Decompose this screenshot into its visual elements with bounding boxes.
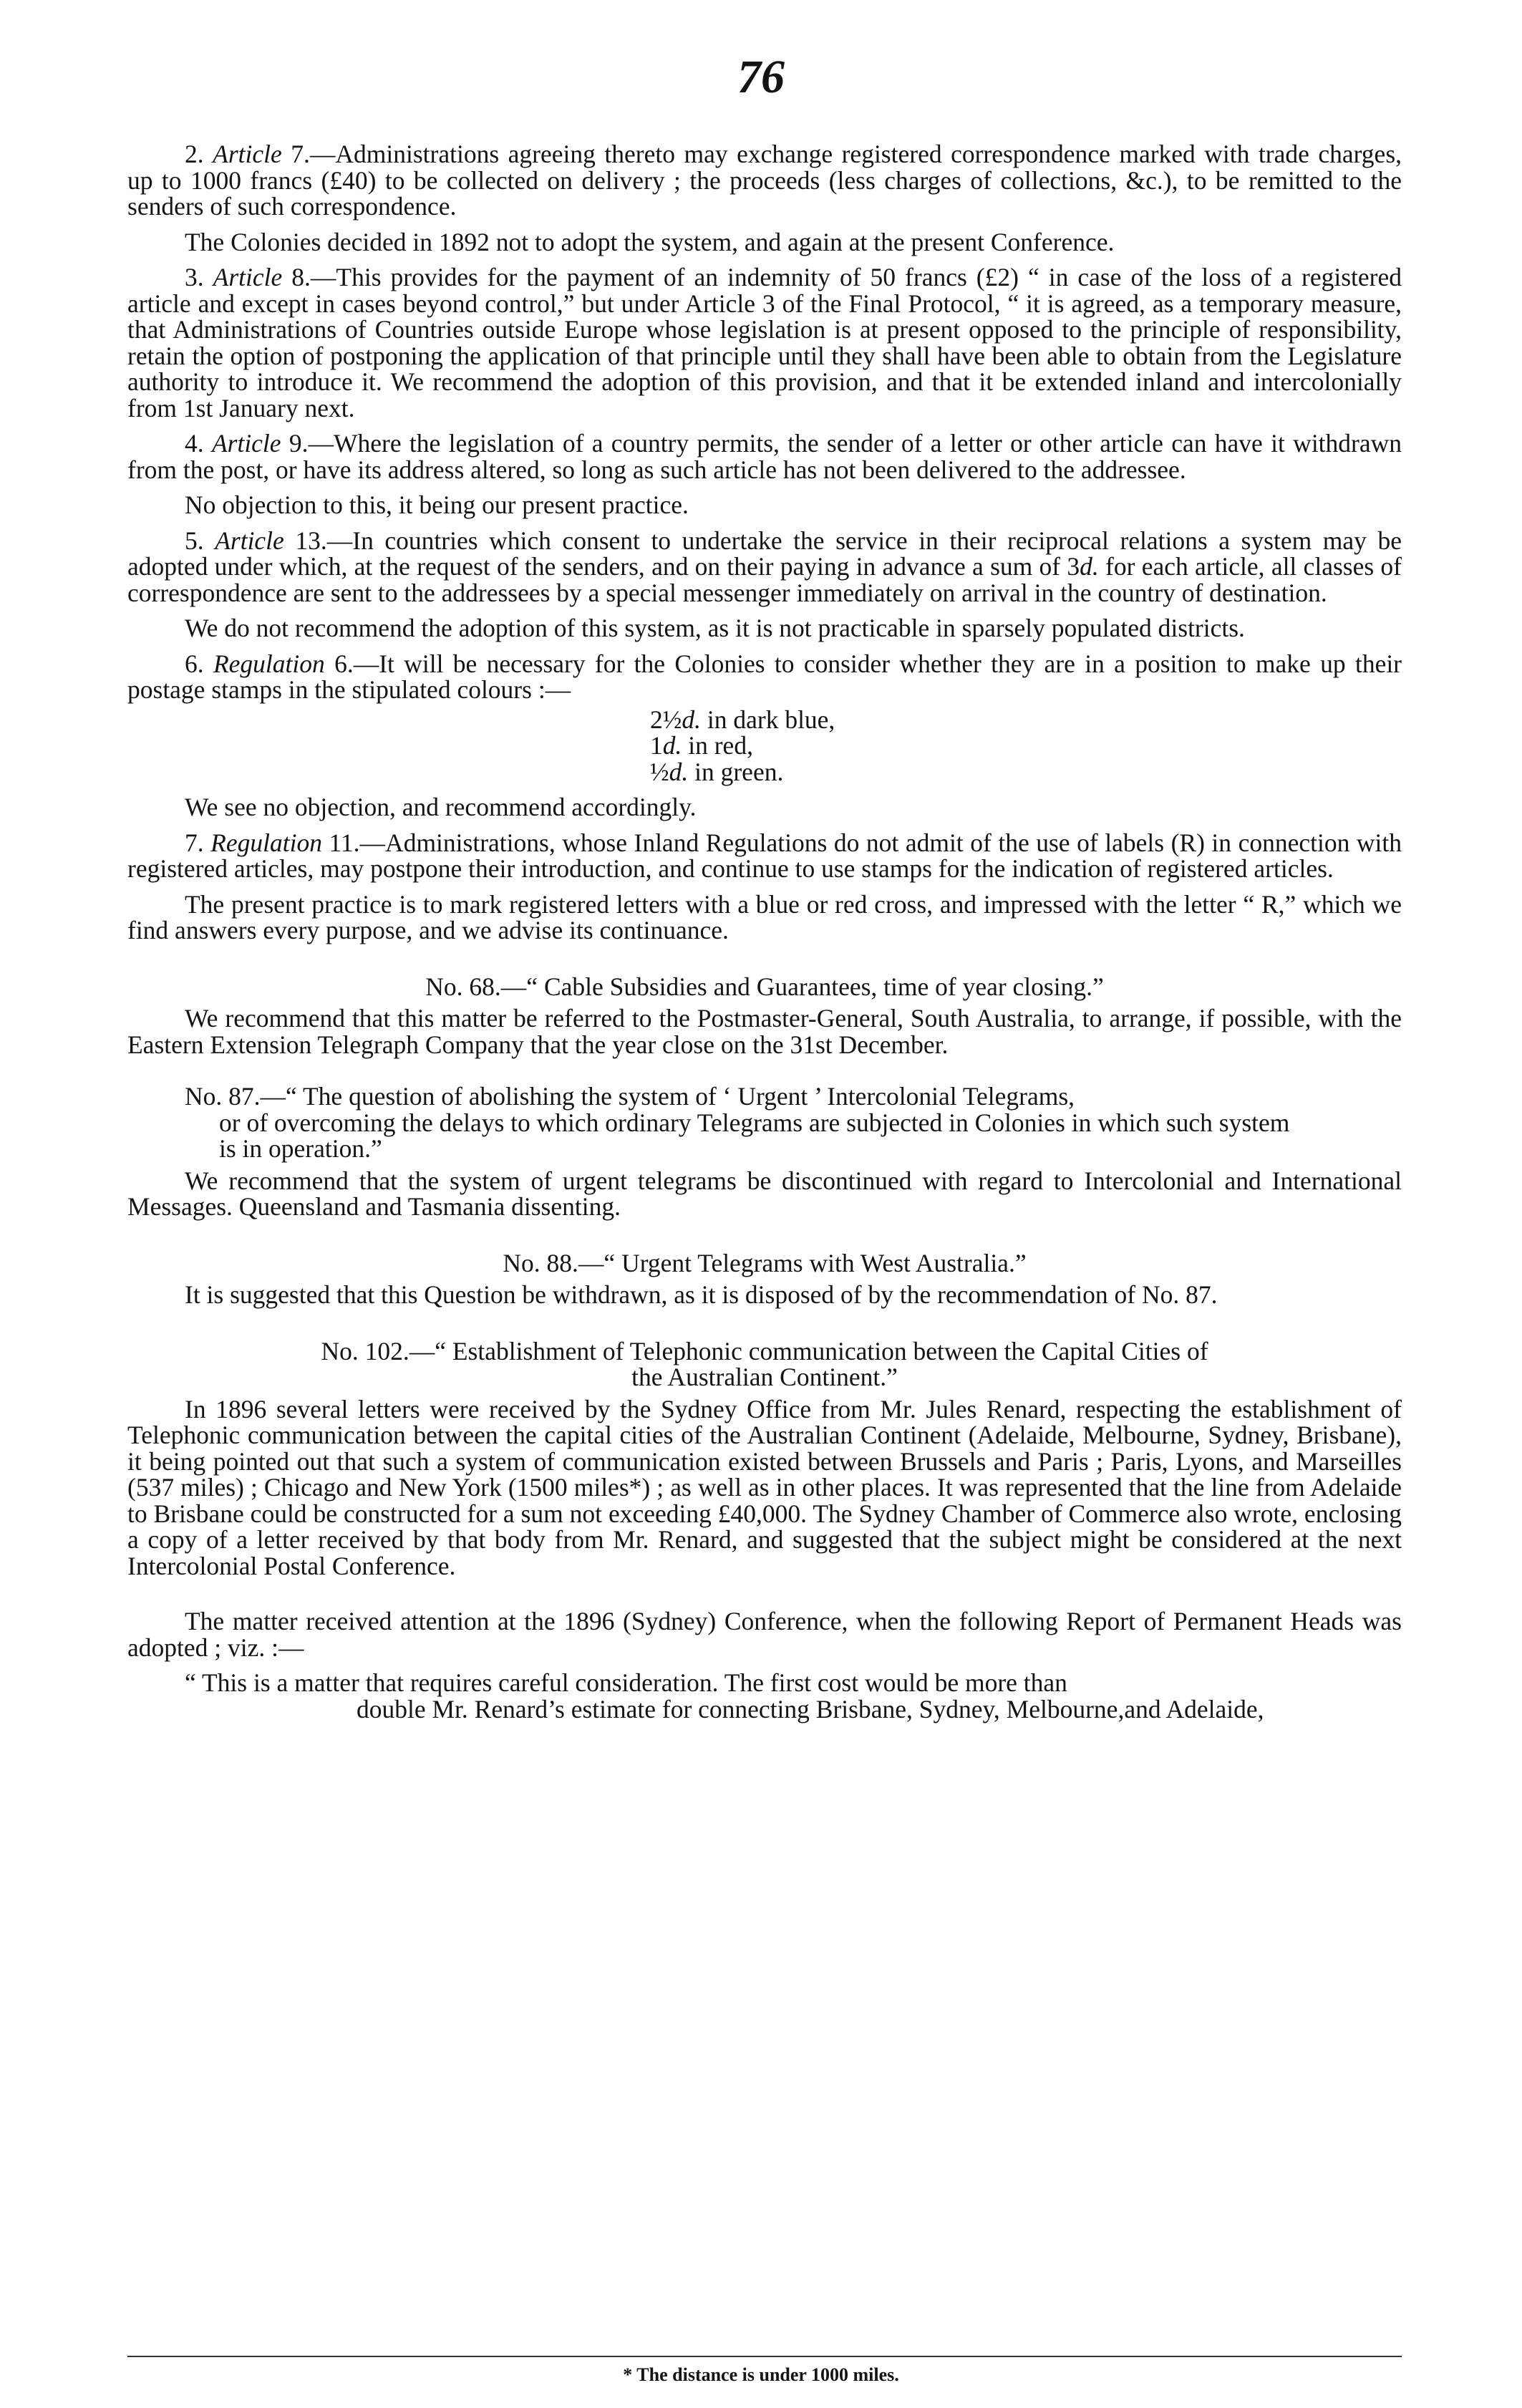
- article-label: Article: [211, 429, 281, 458]
- paragraph-text: 6.—It will be necessary for the Colonies to consider whether they are in a position to make up their postage stamps in the stipulated colours :—: [127, 649, 1402, 704]
- regulation-label: Regulation: [210, 828, 322, 857]
- heading-no-68: No. 68.—“ Cable Subsidies and Guarantees, time of year closing.”: [425, 972, 1104, 1001]
- stamp-colour-list: [127, 707, 1402, 785]
- paragraph-text: 9.—Where the legislation of a country permits, the sender of a letter or other article can have it withdrawn from the post, or have its address altered, so long as such article has not been delivered to the addressee.: [127, 429, 1402, 484]
- stamp-colour-item: [650, 707, 1402, 733]
- heading-line: or of overcoming the delays to which ordinary Telegrams are subjected in Colonies in which such system is in operation.”: [219, 1108, 1290, 1163]
- stamp-colour: in green.: [688, 757, 784, 786]
- stamp-amount: 1: [650, 731, 663, 760]
- pence-unit: d.: [662, 731, 682, 760]
- paragraph-not-recommend: We do not recommend the adoption of this system, as it is not practicable in sparsely populated districts.: [185, 614, 1245, 642]
- item-number: 6.: [185, 649, 204, 678]
- paragraph-no-88: It is suggested that this Question be withdrawn, as it is disposed of by the recommendation of No. 87.: [185, 1280, 1218, 1309]
- footnote: * The distance is under 1000 miles.: [623, 2364, 899, 2385]
- paragraph-text: 13.—In countries which consent to undertake the service in their reciprocal relations a system may be adopted under which, at the request of the senders, and on their paying in advance a sum of 3: [127, 526, 1402, 581]
- heading-no-87: [127, 1083, 1402, 1162]
- item-number: 3.: [185, 263, 204, 291]
- regulation-label: Regulation: [213, 649, 325, 678]
- paragraph-no-102: In 1896 several letters were received by the Sydney Office from Mr. Jules Renard, respecting the establishment of Telephonic communication between the capital cities of the Australian Continent (Adelaide, Melbourne, Sydney, Brisbane), it being pointed out that such a system of communication existed between Brussels and Paris ; Paris, Lyons, and Marseilles (537 miles) ; Chicago and New York (1500 miles*) ; as well as in other places. It was represented that the line from Adelaide to Brisbane could be constructed for a sum not exceeding £40,000. The Sydney Chamber of Commerce also wrote, enclosing a copy of a letter received by that body from Mr. Renard, and suggested that the subject might be considered at the next Intercolonial Postal Conference.: [127, 1394, 1402, 1580]
- paragraph-text: for each article, all classes of correspondence are sent to the addressees by a special messenger immediately on arrival in the country of destination.: [127, 552, 1402, 607]
- pence-unit: d.: [1080, 552, 1099, 581]
- item-number: 2.: [185, 140, 204, 168]
- paragraph-article-9: [127, 430, 1402, 483]
- stamp-colour-item: [650, 759, 1402, 785]
- paragraph-regulation-11: [127, 830, 1402, 882]
- paragraph-no-87: We recommend that the system of urgent telegrams be discontinued with regard to Intercolonial and International Messages. Queensland and Tasmania dissenting.: [127, 1166, 1402, 1221]
- heading-line: No. 87.—“ The question of abolishing the system of ‘ Urgent ’ Intercolonial Telegrams,: [185, 1082, 1075, 1111]
- stamp-amount: ½: [650, 757, 669, 786]
- spacer: [127, 1588, 1402, 1608]
- pence-unit: d.: [669, 757, 689, 786]
- paragraph-article-13: [127, 528, 1402, 606]
- article-label: Article: [213, 263, 283, 291]
- pence-unit: d.: [682, 705, 701, 734]
- stamp-colour: in dark blue,: [701, 705, 835, 734]
- paragraph-text: 8.—This provides for the payment of an indemnity of 50 francs (£2) “ in case of the loss of a registered article and except in cases beyond control,” but under Article 3 of the Final Protocol, “ it is agreed, as a temporary measure, that Administrations of Countries outside Europe whose legislation is at present opposed to the principle of responsibility, retain the option of postponing the application of that principle until they shall have been able to obtain from the Legislature authority to introduce it. We recommend the adoption of this provision, and that it be extended inland and intercolonially from 1st January next.: [127, 263, 1402, 422]
- paragraph-article-7: [127, 141, 1402, 220]
- paragraph-article-8: [127, 264, 1402, 421]
- stamp-colour-item: [650, 732, 1402, 759]
- paragraph-text: 7.—Administrations agreeing thereto may exchange registered correspondence marked with trade charges, up to 1000 francs (£40) to be collected on delivery ; the proceeds (less charges of collections, &c.), to be remitted to the senders of such correspondence.: [127, 140, 1402, 221]
- paragraph-no-objection: No objection to this, it being our present practice.: [185, 490, 689, 519]
- heading-line: the Australian Continent.”: [631, 1363, 898, 1391]
- heading-no-102: [127, 1338, 1402, 1391]
- body-text: [127, 141, 1402, 1722]
- item-number: 5.: [185, 526, 204, 555]
- item-number: 4.: [185, 429, 204, 458]
- page-number: 76: [737, 51, 785, 103]
- item-number: 7.: [185, 828, 204, 857]
- stamp-amount: 2½: [650, 705, 682, 734]
- article-label: Article: [215, 526, 284, 555]
- stamp-colour: in red,: [682, 731, 753, 760]
- heading-no-88: No. 88.—“ Urgent Telegrams with West Australia.”: [503, 1248, 1027, 1277]
- quote-line: “ This is a matter that requires careful consideration. The first cost would be more than: [185, 1668, 1067, 1697]
- quote-line: double Mr. Renard’s estimate for connecting Brisbane, Sydney, Melbourne,and Adelaide,: [357, 1694, 1264, 1723]
- paragraph-text: 11.—Administrations, whose Inland Regulations do not admit of the use of labels (R) in connection with registered articles, may postpone their introduction, and continue to use stamps for the indication of registered articles.: [127, 828, 1402, 883]
- heading-line: No. 102.—“ Establishment of Telephonic communication between the Capital Cities of: [321, 1336, 1208, 1365]
- footnote-divider: [127, 2356, 1402, 2357]
- article-label: Article: [213, 140, 282, 168]
- paragraph-regulation-6: [127, 651, 1402, 703]
- paragraph-colonies-decision: The Colonies decided in 1892 not to adopt the system, and again at the present Conference.: [185, 227, 1115, 256]
- paragraph-no-68: We recommend that this matter be referred to the Postmaster-General, South Australia, to arrange, if possible, with the Eastern Extension Telegraph Company that the year close on the 31st December.: [127, 1004, 1402, 1059]
- paragraph-sydney-conference: The matter received attention at the 1896 (Sydney) Conference, when the following Report of Permanent Heads was adopted ; viz. :—: [127, 1607, 1402, 1662]
- paragraph-present-practice: The present practice is to mark registered letters with a blue or red cross, and impressed with the letter “ R,” which we find answers every purpose, and we advise its continuance.: [127, 889, 1402, 944]
- paragraph-see-no-objection: We see no objection, and recommend accordingly.: [185, 793, 697, 821]
